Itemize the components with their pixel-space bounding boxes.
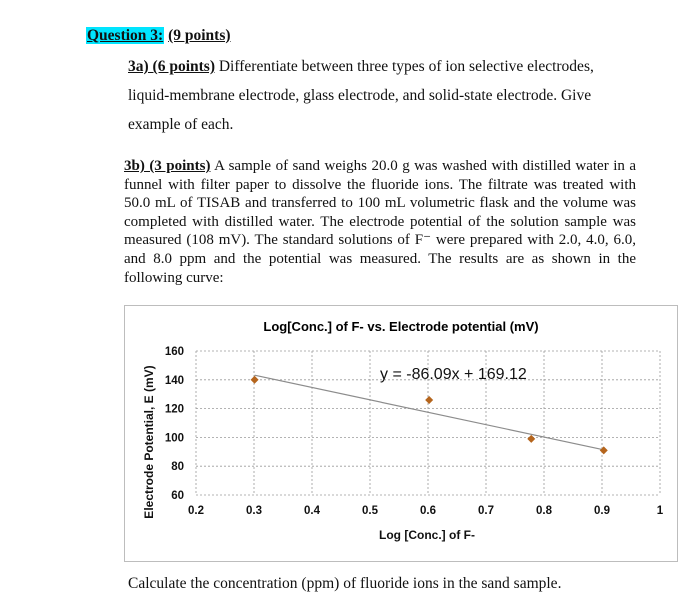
x-tick-label: 0.9: [594, 505, 610, 517]
chart-container: [124, 305, 678, 562]
y-tick-label: 160: [164, 346, 184, 358]
data-point: [527, 435, 535, 443]
y-tick-label: 60: [171, 490, 184, 502]
part-a-text: Differentiate between three types of ion selective electrodes, liquid-membrane electrode, glass electrode, and solid-state electrode. Give example of each.: [128, 58, 594, 133]
y-tick-label: 140: [164, 374, 184, 387]
x-tick-label: 0.2: [188, 505, 204, 517]
question-title: [86, 27, 231, 45]
part-b-paragraph: [124, 157, 636, 287]
data-point: [600, 446, 608, 454]
part-b-text: A sample of sand weighs 20.0 g was washed with distilled water in a funnel with filter paper to dissolve the fluoride ions. The filtrate was treated with 50.0 mL of TISAB and transferred to 100 mL volumetric flask and the volume was completed with distilled water. The electrode potential of the solution sample was measured (108 mV). The standard solutions of F⁻ were prepared with 2.0, 4.0, 6.0, and 8.0 ppm and the potential was measured. The results are as shown in the following curve:: [124, 158, 636, 286]
data-points: [251, 376, 608, 455]
x-tick-label: 0.6: [420, 505, 436, 517]
x-tick-label: 0.3: [246, 505, 262, 517]
x-tick-label: 0.7: [478, 505, 494, 517]
final-question: Calculate the concentration (ppm) of fluoride ions in the sand sample.: [128, 575, 562, 592]
x-tick-labels: [188, 505, 664, 517]
y-tick-label: 120: [164, 403, 184, 416]
part-b-label: 3b) (3 points): [124, 158, 211, 174]
x-tick-label: 1: [656, 505, 664, 517]
y-tick-label: 80: [171, 461, 184, 474]
x-tick-label: 0.8: [536, 505, 552, 517]
x-tick-label: 0.5: [362, 505, 378, 517]
x-tick-label: 0.4: [304, 505, 320, 517]
trendline: [255, 375, 604, 450]
y-tick-labels: [165, 346, 184, 502]
data-point: [251, 376, 259, 384]
chart-title: Log[Conc.] of F- vs. Electrode potential (mV): [263, 319, 539, 334]
question-points: (9 points): [168, 27, 231, 44]
trendline-equation: y = -86.09x + 169.12: [380, 366, 527, 383]
question-label: Question 3:: [87, 27, 164, 44]
x-axis-label: Log [Conc.] of F-: [379, 528, 475, 542]
data-point: [425, 396, 433, 404]
y-axis-label: Electrode Potential, E (mV): [142, 365, 156, 519]
scatter-chart: [125, 306, 677, 561]
part-a-paragraph: [128, 52, 628, 139]
y-tick-label: 100: [164, 432, 184, 445]
part-a-label: 3a) (6 points): [128, 58, 215, 75]
